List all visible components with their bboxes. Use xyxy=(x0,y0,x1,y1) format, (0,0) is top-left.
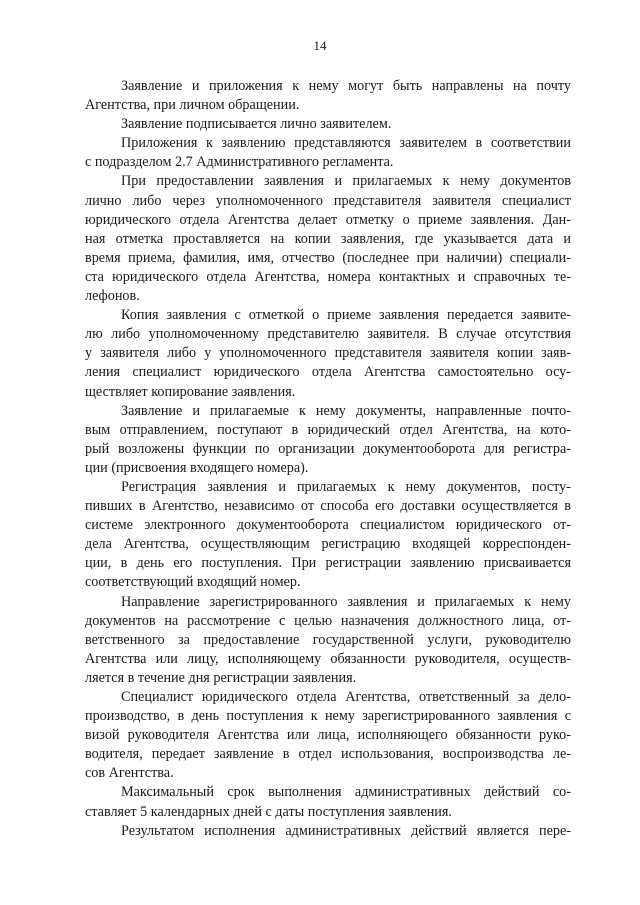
paragraph xyxy=(85,115,571,134)
paragraph xyxy=(85,688,571,783)
paragraph xyxy=(85,306,571,401)
paragraph-line: Заявление и прилагаемые к нему документы, направленные почто- xyxy=(121,402,571,419)
paragraph-line: Копия заявления с отметкой о приеме заявления передается заявите- xyxy=(121,307,571,324)
paragraph-line: Регистрация заявления и прилагаемых к нему документов, посту- xyxy=(121,478,571,495)
paragraph-line: производство, в день поступления к нему зарегистрированного заявления с xyxy=(85,708,571,725)
paragraph-line: документов на рассмотрение с целью назначения должностного лица, от- xyxy=(85,612,571,629)
paragraph-line: время приема, фамилия, имя, отчество (последнее при наличии) специали- xyxy=(85,249,571,266)
paragraph-line: ста юридического отдела Агентства, номера контактных и справочных те- xyxy=(85,268,571,285)
paragraph xyxy=(85,77,571,115)
paragraph-line: ная отметка проставляется на копии заявления, где указывается дата и xyxy=(85,230,571,247)
paragraph-line: визой руководителя Агентства или лица, исполняющего обязанности руко- xyxy=(85,727,571,744)
paragraph-line: у заявителя либо у уполномоченного представителя заявителя копии заяв- xyxy=(85,345,571,362)
paragraph-line: ставляет 5 календарных дней с даты поступления заявления. xyxy=(85,803,452,820)
paragraph-line: Специалист юридического отдела Агентства, ответственный за дело- xyxy=(121,689,571,705)
paragraph-line: Максимальный срок выполнения административных действий со- xyxy=(121,784,571,801)
paragraph-line: ции, в день его поступления. При регистрации заявлению присваивается xyxy=(85,555,571,572)
paragraph-line: юридического отдела Агентства делает отметку о приеме заявления. Дан- xyxy=(85,211,571,228)
paragraph xyxy=(85,783,571,821)
paragraph-line: пивших в Агентство, независимо от способа его доставки осуществляется в xyxy=(85,498,571,515)
paragraph-line: с подразделом 2.7 Административного регламента. xyxy=(85,154,394,171)
paragraph-line: системе электронного документооборота специалистом юридического от- xyxy=(85,517,571,534)
paragraph-line: водителя, передает заявление в отдел использования, воспроизводства ле- xyxy=(85,746,571,763)
paragraph-line: ции (присвоения входящего номера). xyxy=(85,459,309,476)
paragraph-line: Заявление и приложения к нему могут быть направлены на почту xyxy=(121,78,571,94)
paragraph-line: сов Агентства. xyxy=(85,765,174,782)
paragraph xyxy=(85,593,571,688)
paragraph-line: лефонов. xyxy=(85,288,140,305)
paragraph-line: лю либо уполномоченному представителю заявителя. В случае отсутствия xyxy=(85,326,571,343)
paragraph xyxy=(85,172,571,306)
paragraph-line: ветственного за предоставление государственной услуги, руководителю xyxy=(85,631,571,648)
paragraph-line: рый возложены функции по организации документооборота для регистра- xyxy=(85,440,571,457)
paragraph xyxy=(85,402,571,478)
paragraph-line: Результатом исполнения административных действий является пере- xyxy=(121,822,571,839)
paragraph-line: Агентства, при личном обращении. xyxy=(85,97,300,114)
paragraph-line: ществляет копирование заявления. xyxy=(85,383,296,400)
paragraph xyxy=(85,134,571,172)
paragraph-line: ляется в течение дня регистрации заявления. xyxy=(85,669,357,686)
paragraph-line: ления специалист юридического отдела Агентства самостоятельно осу- xyxy=(85,364,571,381)
paragraph-line: дела Агентства, осуществляющим регистрацию входящей корреспонден- xyxy=(85,536,571,553)
paragraph-line: соответствующий входящий номер. xyxy=(85,574,301,591)
paragraph-line: Заявление подписывается лично заявителем. xyxy=(121,116,392,133)
paragraph-line: Приложения к заявлению представляются заявителем в соответствии xyxy=(121,135,571,152)
paragraph-line: При предоставлении заявления и прилагаемых к нему документов xyxy=(121,173,571,190)
paragraph-line: Направление зарегистрированного заявления и прилагаемых к нему xyxy=(121,593,571,610)
paragraph xyxy=(85,478,571,593)
paragraph-line: Агентства или лицу, исполняющему обязанности руководителя, осуществ- xyxy=(85,650,571,667)
paragraph-line: лично либо через уполномоченного представителя заявителя специалист xyxy=(85,192,571,209)
page-number: 14 xyxy=(313,38,327,53)
paragraph xyxy=(85,822,571,841)
document-body xyxy=(85,77,571,841)
paragraph-line: вым отправлением, поступают в юридический отдел Агентства, на кото- xyxy=(85,421,571,438)
